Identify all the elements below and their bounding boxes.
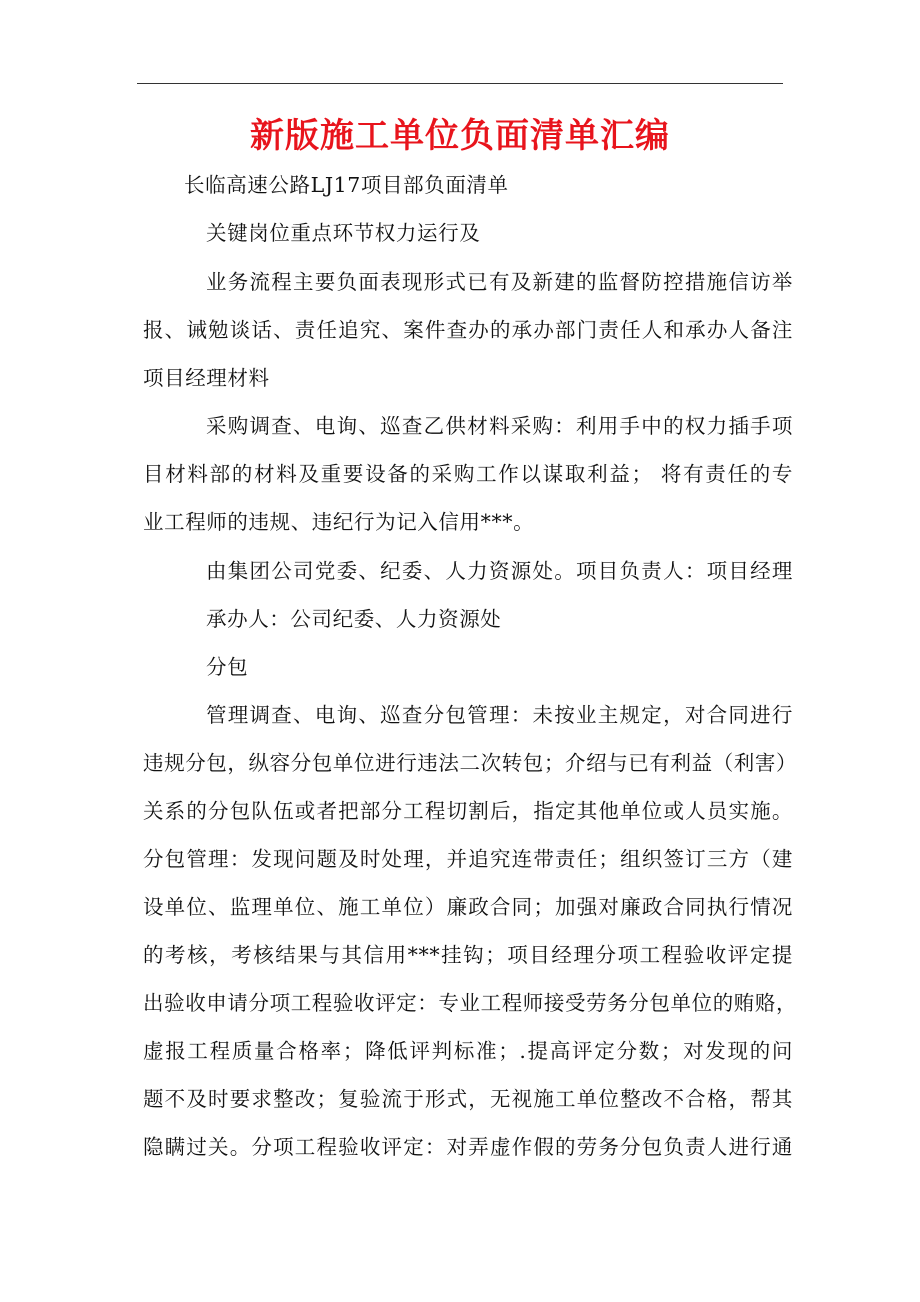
- text-line: 承办人：公司纪委、人力资源处: [206, 607, 502, 631]
- text-line: 虚报工程质量合格率；降低评判标准；.提高评定分数；对发现的问: [143, 1039, 793, 1063]
- text-line: 目材料部的材料及重要设备的采购工作以谋取利益； 将有责任的专: [143, 462, 793, 486]
- text-line: 设单位、监理单位、施工单位）廉政合同；加强对廉政合同执行情况: [143, 895, 793, 919]
- text-line: 题不及时要求整改；复验流于形式，无视施工单位整改不合格，帮其: [143, 1087, 793, 1111]
- text-line: 分包管理：发现问题及时处理，并追究连带责任；组织签订三方（建: [143, 847, 793, 871]
- document-title: 新版施工单位负面清单汇编: [250, 116, 670, 156]
- text-line: 采购调查、电询、巡查乙供材料采购：利用手中的权力插手项: [206, 414, 793, 438]
- text-line: 关键岗位重点环节权力运行及: [206, 221, 481, 245]
- text-line: 管理调查、电询、巡查分包管理：未按业主规定，对合同进行: [206, 703, 793, 727]
- text-line: 分包: [206, 655, 249, 679]
- header-rule: [137, 83, 783, 84]
- text-line: 的考核，考核结果与其信用***挂钩；项目经理分项工程验收评定提: [143, 943, 793, 967]
- text-line: 由集团公司党委、纪委、人力资源处。项目负责人：项目经理: [206, 559, 793, 583]
- text-line: 业务流程主要负面表现形式已有及新建的监督防控措施信访举: [206, 270, 793, 294]
- text-line: 违规分包，纵容分包单位进行违法二次转包；介绍与已有利益（利害）: [143, 751, 798, 775]
- text-line: 业工程师的违规、违纪行为记入信用***。: [143, 510, 535, 534]
- text-line: 关系的分包队伍或者把部分工程切割后，指定其他单位或人员实施。: [143, 799, 793, 823]
- text-line: 项目经理材料: [143, 366, 270, 390]
- text-line: 出验收申请分项工程验收评定：专业工程师接受劳务分包单位的贿赂，: [143, 991, 798, 1015]
- text-line: 隐瞒过关。分项工程验收评定：对弄虚作假的劳务分包负责人进行通: [143, 1135, 793, 1159]
- project-subtitle: 长临高速公路LJ17项目部负面清单: [184, 173, 509, 197]
- text-line: 报、诫勉谈话、责任追究、案件查办的承办部门责任人和承办人备注: [143, 318, 793, 342]
